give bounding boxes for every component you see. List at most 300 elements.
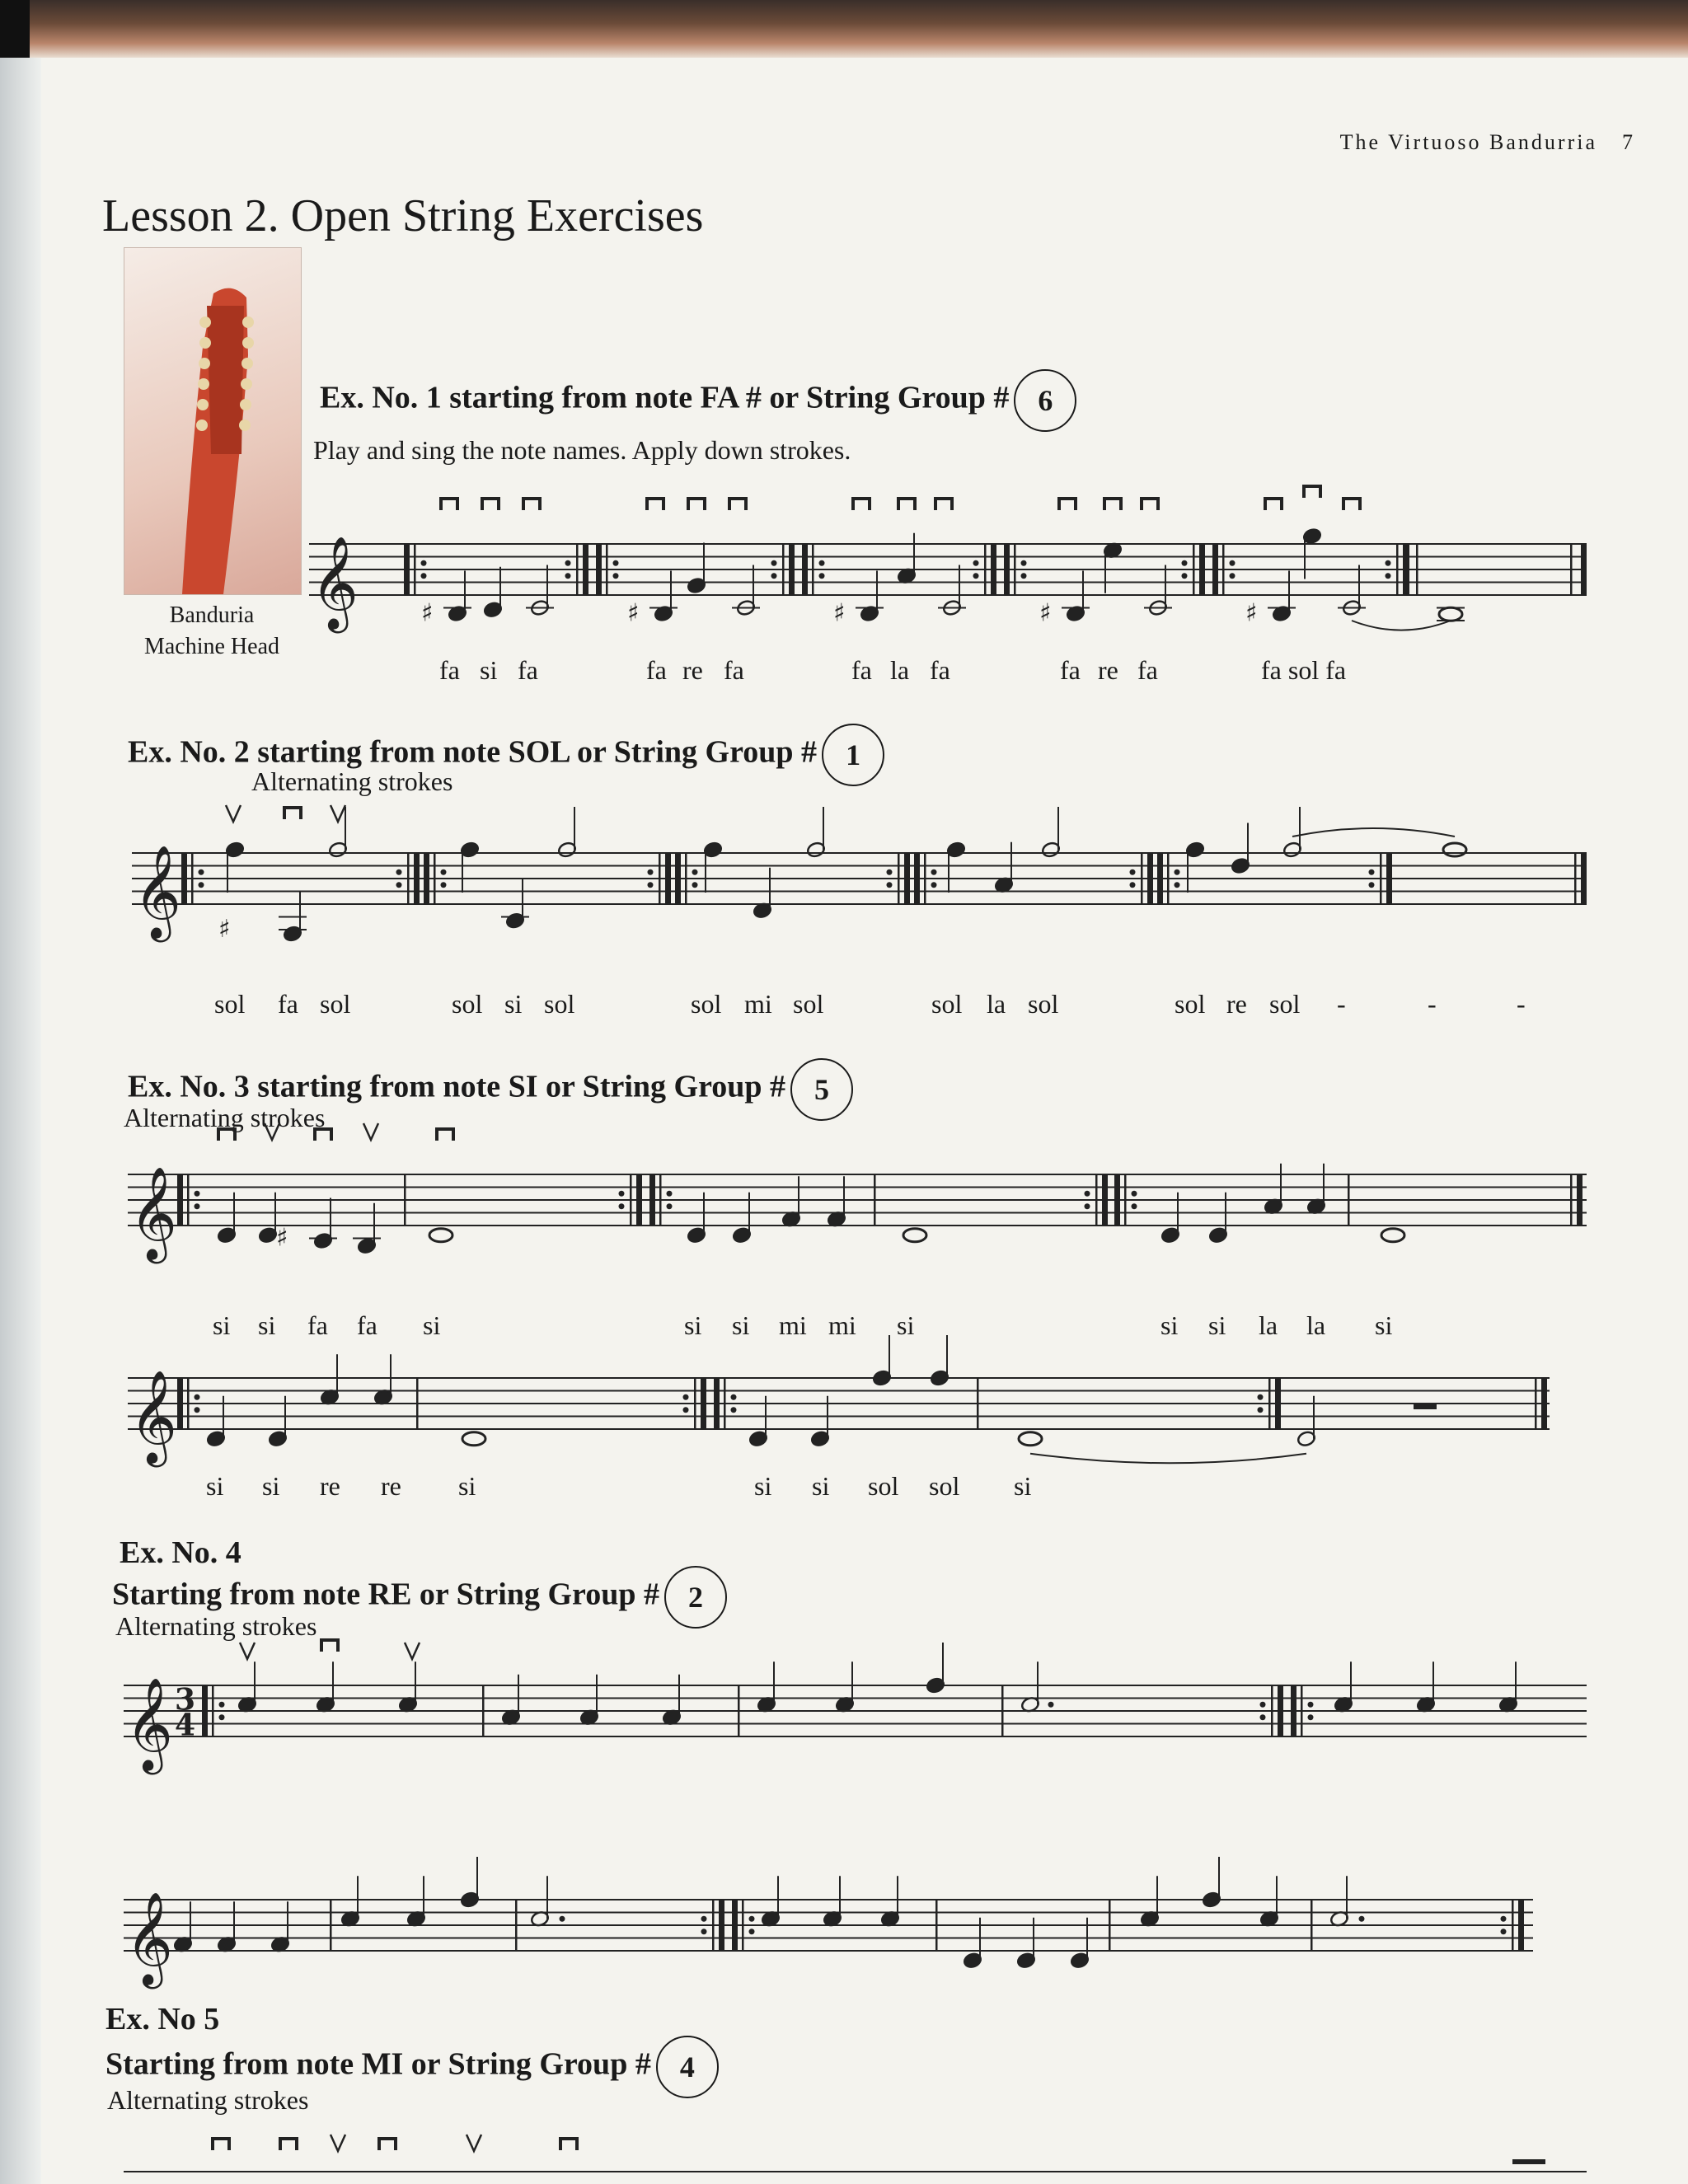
exercise-2-title-text: Ex. No. 2 starting from note SOL or String Group # [128,734,818,770]
up-stroke-icon [467,2135,481,2151]
repeat-dot [619,1203,625,1209]
repeat-dot [613,573,619,579]
repeat-dot [619,1191,625,1197]
barline [636,1174,642,1226]
barline [1574,853,1577,904]
lyric: fa [1137,655,1158,685]
lyric: si [1375,1310,1393,1340]
treble-clef-icon: 𝄞 [129,1370,177,1464]
repeat-dot [701,1929,707,1934]
barline [191,853,194,904]
barline [1404,544,1409,595]
lyric: la [1306,1310,1326,1340]
barline [434,853,436,904]
repeat-dot [1258,1394,1264,1400]
repeat-dot [195,1407,200,1413]
barline [1109,1900,1111,1951]
string-group-badge: 2 [664,1566,727,1629]
exercise-2-instruction: Alternating strokes [251,766,453,796]
sharp-icon: ♯ [1039,598,1052,628]
barline [1271,1685,1273,1736]
barline [1518,1900,1524,1951]
barline [1577,1174,1582,1226]
lyric: mi [828,1310,856,1340]
lyric: si [754,1471,772,1501]
repeat-dot [648,882,654,888]
whole-note [903,1229,926,1242]
down-stroke-icon [935,499,952,510]
beam [1512,2159,1545,2164]
repeat-dot [887,882,893,888]
tie [1292,828,1455,837]
down-stroke-icon [280,2139,297,2150]
lyric: si [684,1310,702,1340]
barline [719,1900,724,1951]
repeat-dot [565,560,571,566]
barline [1199,544,1205,595]
lyric: sol [931,989,963,1019]
string-group-badge: 5 [790,1058,853,1121]
barline [874,1174,876,1226]
repeat-dot [195,1203,200,1209]
barline [701,1378,706,1429]
repeat-dot [931,869,937,875]
lyric: si [458,1471,476,1501]
repeat-dot [701,1916,707,1922]
lesson-title: Lesson 2. Open String Exercises [102,190,704,241]
lyric: si [812,1471,830,1501]
repeat-dot [1308,1714,1314,1720]
repeat-dot [1021,573,1027,579]
repeat-dot [667,1191,673,1197]
lyric: sol [544,989,575,1019]
barline [414,853,420,904]
treble-clef-icon: 𝄞 [129,1166,177,1260]
string-group-badge: 1 [822,724,884,786]
down-stroke-icon [688,499,705,510]
lyric: si [1014,1471,1032,1501]
lyric: si [897,1310,915,1340]
barline [202,1685,208,1736]
lyric: si [504,989,523,1019]
up-stroke-icon [405,1643,420,1659]
barline [1570,1174,1573,1226]
sharp-icon: ♯ [833,598,846,628]
lyric: sol [214,989,246,1019]
exercise-3-title-text: Ex. No. 3 starting from note SI or String Group # [128,1069,786,1104]
repeat-dot [819,560,825,566]
repeat-dot [1308,1702,1314,1708]
lyric: sol [868,1471,899,1501]
repeat-dot [195,1394,200,1400]
repeat-dot [1085,1191,1090,1197]
down-stroke-icon [729,499,746,510]
down-stroke-icon [1104,499,1121,510]
barline [1301,1685,1303,1736]
down-stroke-icon [321,1640,338,1652]
lyric: fa [646,655,667,685]
lyric: fa [724,655,744,685]
repeat-dot [819,573,825,579]
barline [404,544,410,595]
repeat-dot [1230,573,1236,579]
barline [1581,544,1587,595]
repeat-dot [1132,1203,1137,1209]
whole-note [1443,843,1466,856]
barline [714,1378,720,1429]
repeat-dot [1130,882,1136,888]
time-signature-bottom: 4 [175,1708,196,1743]
up-stroke-icon [331,805,345,822]
lyric: sol [452,989,483,1019]
barline [1278,1685,1283,1736]
repeat-dot [1386,573,1391,579]
lyric: sol [320,989,351,1019]
down-stroke-icon [898,499,915,510]
barline [177,1378,183,1429]
lyric: re [682,655,703,685]
repeat-dot [692,882,698,888]
page-number: 7 [1622,130,1635,154]
barline [1541,1378,1547,1429]
barline [330,1900,332,1951]
repeat-dot [749,1929,755,1934]
exercise-4-instruction: Alternating strokes [115,1611,317,1641]
repeat-dot [219,1714,225,1720]
lyric: re [381,1471,401,1501]
book-title: The Virtuoso Bandurria [1339,130,1597,154]
exercise-5-instruction: Alternating strokes [107,2085,309,2115]
repeat-dot [565,573,571,579]
exercise-3-instruction: Alternating strokes [124,1103,326,1132]
repeat-dot [771,573,777,579]
repeat-dot [1085,1203,1090,1209]
lyric: fa [518,655,538,685]
barline [649,1174,655,1226]
tie [1352,621,1451,630]
sharp-icon: ♯ [627,598,640,628]
up-stroke-icon [226,805,241,822]
barline [177,1174,183,1226]
tie [1030,1454,1306,1464]
down-stroke-icon [1343,499,1360,510]
barline [1212,544,1218,595]
whole-note [462,1432,485,1446]
down-stroke-icon [1304,486,1320,498]
exercise-4-number: Ex. No. 4 [120,1535,241,1570]
up-stroke-icon [265,1123,279,1140]
lyric: la [1259,1310,1278,1340]
barline [665,853,671,904]
down-stroke-icon [437,1129,453,1141]
barline [583,544,588,595]
up-stroke-icon [363,1123,378,1140]
lyric: si [480,655,498,685]
down-stroke-icon [315,1129,331,1141]
repeat-dot [396,882,402,888]
lyric: fa sol fa [1261,655,1347,685]
barline [1102,1174,1108,1226]
repeat-dot [1182,573,1188,579]
lyric: si [258,1310,276,1340]
lyric: sol [1269,989,1301,1019]
barline [1004,544,1010,595]
lyric: re [320,1471,340,1501]
whole-note [1019,1432,1042,1446]
down-stroke-icon [853,499,870,510]
barline [1001,1685,1004,1736]
barline [1291,1685,1296,1736]
caption-line-2: Machine Head [143,634,280,659]
repeat-dot [421,573,427,579]
barline [789,544,795,595]
sharp-icon: ♯ [1245,598,1258,628]
down-stroke-icon [1142,499,1158,510]
barline [1167,853,1170,904]
down-stroke-icon [284,808,301,819]
lyric: re [1098,655,1118,685]
barline [576,544,579,595]
up-stroke-icon [240,1643,255,1659]
barline [414,544,416,595]
repeat-dot [1260,1714,1266,1720]
repeat-dot [441,882,447,888]
repeat-dot [1386,560,1391,566]
barline [1535,1378,1537,1429]
repeat-dot [973,560,979,566]
barline [924,853,926,904]
lyric: fa [1060,655,1081,685]
lyric: sol [929,1471,960,1501]
whole-note [1381,1229,1404,1242]
whole-note [429,1229,452,1242]
barline [732,1900,738,1951]
lyric: mi [779,1310,807,1340]
barline [187,1378,190,1429]
barline [914,853,920,904]
down-stroke-icon [218,1129,235,1141]
down-stroke-icon [482,499,499,510]
lyric: sol [1175,989,1206,1019]
down-stroke-icon [560,2139,577,2150]
treble-clef-icon: 𝄞 [125,1677,173,1771]
lyric: re [1226,989,1247,1019]
repeat-dot [931,882,937,888]
barline [181,853,187,904]
repeat-dot [973,573,979,579]
repeat-dot [648,869,654,875]
repeat-dot [1369,869,1375,875]
lyric: sol [1028,989,1059,1019]
repeat-dot [195,1191,200,1197]
lyric: si [213,1310,231,1340]
sharp-icon: ♯ [421,598,434,628]
repeat-dot [683,1394,689,1400]
repeat-dot [421,560,427,566]
repeat-dot [692,869,698,875]
barline [1416,544,1418,595]
barline [977,1378,979,1429]
repeat-dot [1132,1191,1137,1197]
treble-clef-icon: 𝄞 [134,845,181,939]
barline [606,544,608,595]
repeat-dot [887,869,893,875]
barline [1157,853,1163,904]
lyric: mi [744,989,772,1019]
down-stroke-icon [441,499,457,510]
repeat-dot [771,560,777,566]
sharp-icon: ♯ [218,915,231,944]
repeat-dot [1182,560,1188,566]
barline [1147,853,1153,904]
barline [596,544,602,595]
lyric: fa [851,655,872,685]
caption-line-1: Banduria [169,602,255,628]
exercise-1-title-text: Ex. No. 1 starting from note FA # or String Group # [320,380,1010,415]
barline [1348,1174,1350,1226]
lyric: sol [691,989,722,1019]
barline [812,544,814,595]
barline [407,853,410,904]
barline [1512,1900,1514,1951]
lyric: sol [793,989,824,1019]
repeat-dot [749,1916,755,1922]
down-stroke-icon [523,499,540,510]
barline [1014,544,1016,595]
down-stroke-icon [1059,499,1076,510]
barline [1124,1174,1127,1226]
barline [1141,853,1143,904]
barline [1581,853,1587,904]
barline [659,1174,662,1226]
lyric: la [890,655,910,685]
barline [685,853,687,904]
barline [1396,544,1399,595]
whole-note [1439,607,1462,621]
lyric: si [1160,1310,1179,1340]
repeat-dot [1230,560,1236,566]
repeat-dot [441,869,447,875]
lyric: fa [930,655,950,685]
lyric: - [1337,989,1346,1019]
barline [424,853,429,904]
barline [724,1378,726,1429]
barline [984,544,987,595]
down-stroke-icon [1265,499,1282,510]
barline [659,853,661,904]
down-stroke-icon [647,499,663,510]
exercise-4-title-text: Starting from note RE or String Group # [112,1577,659,1612]
barline [1222,544,1225,595]
lyric: si [423,1310,441,1340]
exercise-1-instruction: Play and sing the note names. Apply down strokes. [313,435,851,465]
repeat-dot [1501,1929,1507,1934]
treble-clef-icon: 𝄞 [125,1891,173,1985]
down-stroke-icon [213,2139,229,2150]
repeat-dot [683,1407,689,1413]
repeat-dot [199,882,204,888]
lyric: fa [307,1310,328,1340]
barline [694,1378,696,1429]
half-rest [1414,1404,1437,1409]
barline [187,1174,190,1226]
barline [1386,853,1392,904]
down-stroke-icon [379,2139,396,2150]
dot [1048,1702,1054,1708]
lyric: si [262,1471,280,1501]
repeat-dot [613,560,619,566]
barline [935,1900,938,1951]
repeat-dot [1021,560,1027,566]
barline [675,853,681,904]
lyric: si [732,1310,750,1340]
repeat-dot [219,1702,225,1708]
barline [782,544,785,595]
barline [898,853,900,904]
barline [515,1900,518,1951]
lyric: fa [278,989,298,1019]
repeat-dot [731,1407,737,1413]
barline [802,544,808,595]
dot [560,1916,565,1922]
lyric: - [1517,989,1526,1019]
string-group-badge: 6 [1014,369,1076,432]
barline [416,1378,419,1429]
repeat-dot [667,1203,673,1209]
barline [1114,1174,1120,1226]
barline [1380,853,1382,904]
repeat-dot [1175,882,1180,888]
barline [404,1174,406,1226]
barline [991,544,996,595]
barline [1268,1378,1271,1429]
lyric: si [1208,1310,1226,1340]
barline [1095,1174,1098,1226]
exercise-5-number: Ex. No 5 [106,2002,220,2036]
barline [738,1685,740,1736]
up-stroke-icon [331,2135,345,2151]
repeat-dot [199,869,204,875]
exercise-5-title-text: Starting from note MI or String Group # [106,2046,651,2082]
time-signature-top: 3 [175,1682,196,1718]
lyric: si [206,1471,224,1501]
repeat-dot [1130,869,1136,875]
barline [742,1900,744,1951]
string-group-badge: 4 [656,2036,719,2098]
barline [904,853,910,904]
lyric: fa [357,1310,377,1340]
barline [1275,1378,1281,1429]
sharp-icon: ♯ [276,1223,288,1253]
barline [1570,544,1573,595]
lyric: la [987,989,1006,1019]
barline [1193,544,1195,595]
barline [482,1685,485,1736]
barline [212,1685,214,1736]
treble-clef-icon: 𝄞 [311,536,359,630]
repeat-dot [1258,1407,1264,1413]
repeat-dot [731,1394,737,1400]
lyric: - [1428,989,1437,1019]
barline [630,1174,632,1226]
barline [1311,1900,1313,1951]
barline [712,1900,715,1951]
repeat-dot [396,869,402,875]
repeat-dot [1260,1702,1266,1708]
repeat-dot [1369,882,1375,888]
repeat-dot [1175,869,1180,875]
repeat-dot [1501,1916,1507,1922]
